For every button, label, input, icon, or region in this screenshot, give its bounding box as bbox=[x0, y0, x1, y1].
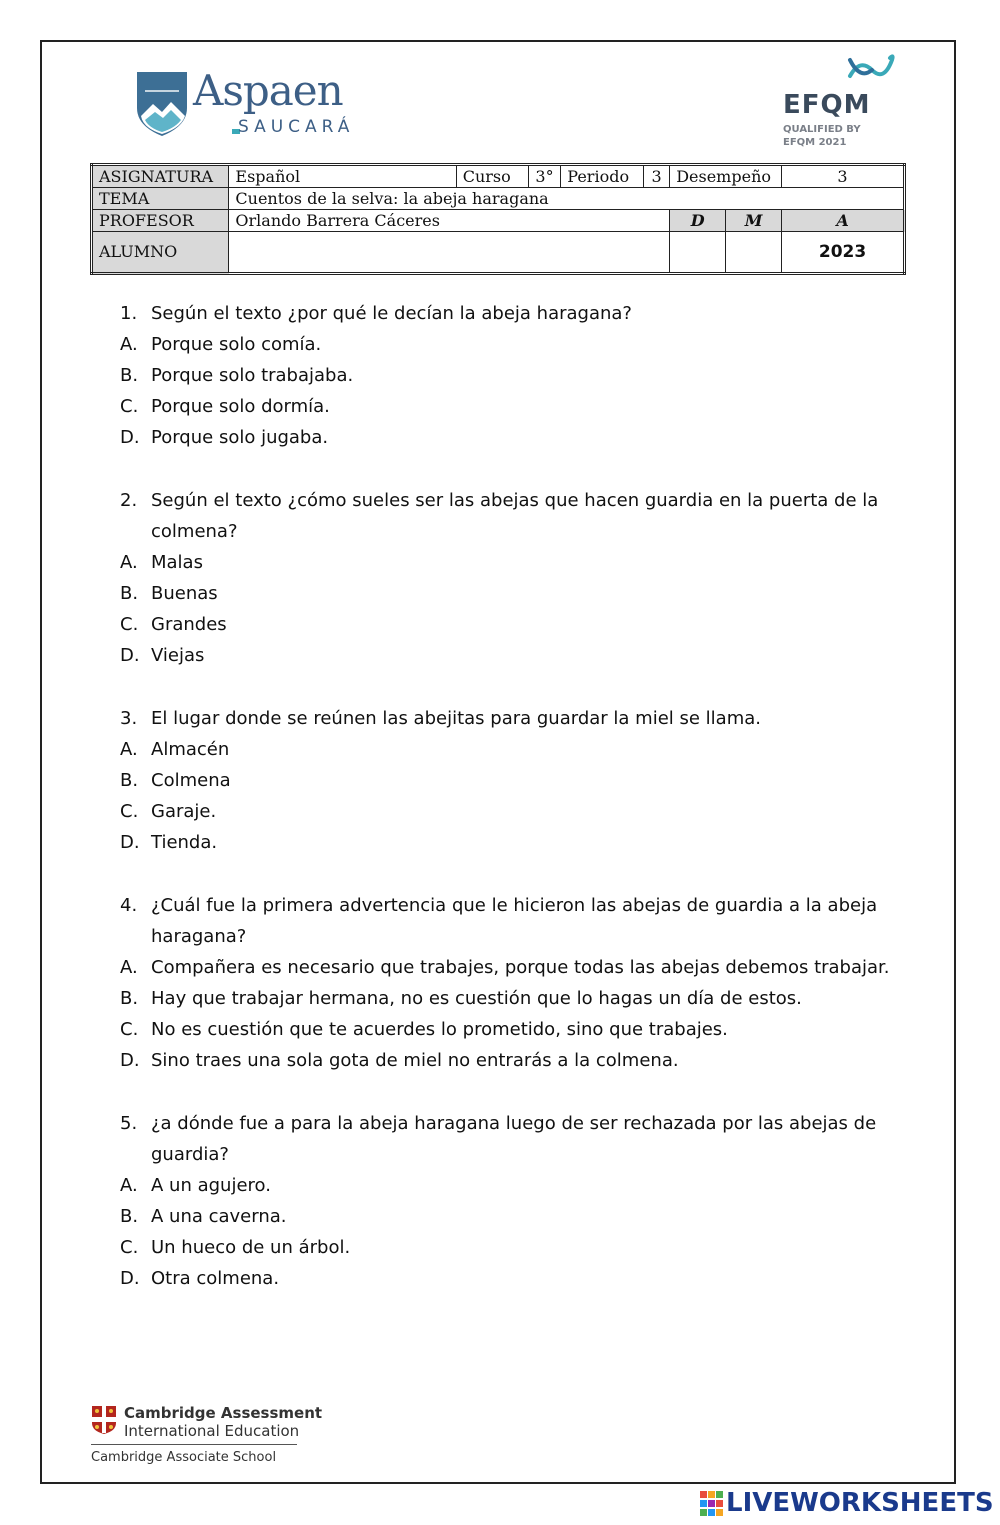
option-letter: D. bbox=[120, 645, 140, 666]
alumno-name-field[interactable] bbox=[229, 232, 670, 274]
option-text: Viejas bbox=[151, 645, 205, 666]
option-letter: A. bbox=[120, 1175, 138, 1196]
option-letter: B. bbox=[120, 770, 139, 791]
option[interactable] bbox=[120, 640, 910, 671]
option[interactable] bbox=[120, 391, 910, 422]
option-text: Almacén bbox=[151, 739, 230, 760]
option[interactable] bbox=[120, 983, 910, 1014]
curso-label: Curso bbox=[456, 165, 528, 188]
question-text: ¿Cuál fue la primera advertencia que le hicieron las abejas de guardia a la abeja haragana? bbox=[151, 895, 878, 947]
option[interactable] bbox=[120, 1045, 910, 1076]
option-letter: B. bbox=[120, 988, 139, 1009]
option[interactable] bbox=[120, 578, 910, 609]
option-letter: C. bbox=[120, 801, 139, 822]
option-letter: D. bbox=[120, 1050, 140, 1071]
question-number: 2. bbox=[120, 490, 138, 511]
alumno-label: ALUMNO bbox=[92, 232, 229, 274]
question-text: ¿a dónde fue a para la abeja haragana luego de ser rechazada por las abejas de guardia? bbox=[151, 1113, 877, 1165]
option-letter: D. bbox=[120, 1268, 140, 1289]
curso-value: 3° bbox=[528, 165, 561, 188]
tema-value: Cuentos de la selva: la abeja haragana bbox=[229, 188, 905, 210]
question-text: El lugar donde se reúnen las abejitas para guardar la miel se llama. bbox=[151, 708, 761, 729]
question-number: 4. bbox=[120, 895, 138, 916]
option-letter: A. bbox=[120, 957, 138, 978]
month-label: M bbox=[726, 210, 782, 232]
option-letter: A. bbox=[120, 552, 138, 573]
cambridge-name: Cambridge Assessment bbox=[124, 1404, 323, 1422]
option[interactable] bbox=[120, 1232, 910, 1263]
question-number: 5. bbox=[120, 1113, 138, 1134]
option-text: Sino traes una sola gota de miel no entrarás a la colmena. bbox=[151, 1050, 679, 1071]
year-value: 2023 bbox=[782, 232, 905, 274]
option-letter: B. bbox=[120, 583, 139, 604]
asignatura-value: Español bbox=[229, 165, 456, 188]
liveworksheets-watermark: LIVEWORKSHEETS bbox=[726, 1488, 994, 1518]
option-text: Compañera es necesario que trabajes, porque todas las abejas debemos trabajar. bbox=[151, 957, 890, 978]
option-letter: A. bbox=[120, 739, 138, 760]
efqm-qualified: QUALIFIED BY bbox=[783, 124, 861, 135]
option-text: Un hueco de un árbol. bbox=[151, 1237, 351, 1258]
question-1 bbox=[120, 298, 910, 453]
option-letter: C. bbox=[120, 396, 139, 417]
school-subtitle: SAUCARÁ bbox=[238, 117, 355, 137]
option[interactable] bbox=[120, 827, 910, 858]
option-text: A un agujero. bbox=[151, 1175, 271, 1196]
option-text: Otra colmena. bbox=[151, 1268, 280, 1289]
option-text: Porque solo trabajaba. bbox=[151, 365, 354, 386]
question-text: Según el texto ¿por qué le decían la abeja haragana? bbox=[151, 303, 632, 324]
profesor-label: PROFESOR bbox=[92, 210, 229, 232]
month-field[interactable] bbox=[726, 232, 782, 274]
option[interactable] bbox=[120, 1201, 910, 1232]
option[interactable] bbox=[120, 329, 910, 360]
option-text: Garaje. bbox=[151, 801, 217, 822]
efqm-loop-icon bbox=[846, 50, 898, 90]
option-letter: C. bbox=[120, 1237, 139, 1258]
efqm-name: EFQM bbox=[783, 90, 871, 120]
desempeno-value: 3 bbox=[782, 165, 905, 188]
liveworksheets-icon bbox=[700, 1491, 724, 1517]
option-text: Porque solo jugaba. bbox=[151, 427, 329, 448]
option-letter: B. bbox=[120, 365, 139, 386]
option-letter: B. bbox=[120, 1206, 139, 1227]
question-text: Según el texto ¿cómo sueles ser las abejas que hacen guardia en la puerta de la colmena? bbox=[151, 490, 879, 542]
question-3 bbox=[120, 703, 910, 858]
option[interactable] bbox=[120, 547, 910, 578]
option-letter: A. bbox=[120, 334, 138, 355]
option-text: Buenas bbox=[151, 583, 218, 604]
option-text: Porque solo dormía. bbox=[151, 396, 330, 417]
question-4 bbox=[120, 890, 910, 1076]
cambridge-associate: Cambridge Associate School bbox=[91, 1450, 277, 1465]
cambridge-subname: International Education bbox=[124, 1422, 300, 1440]
year-label: A bbox=[782, 210, 905, 232]
cambridge-divider bbox=[91, 1444, 297, 1445]
option[interactable] bbox=[120, 734, 910, 765]
option-text: Porque solo comía. bbox=[151, 334, 322, 355]
tema-label: TEMA bbox=[92, 188, 229, 210]
cambridge-crest-icon bbox=[91, 1405, 117, 1435]
option[interactable] bbox=[120, 952, 910, 983]
option[interactable] bbox=[120, 796, 910, 827]
option-letter: C. bbox=[120, 1019, 139, 1040]
option-text: Malas bbox=[151, 552, 203, 573]
efqm-year: EFQM 2021 bbox=[783, 137, 847, 148]
option-text: Tienda. bbox=[151, 832, 218, 853]
periodo-label: Periodo bbox=[561, 165, 644, 188]
option-text: A una caverna. bbox=[151, 1206, 287, 1227]
question-5 bbox=[120, 1108, 910, 1294]
option-text: Grandes bbox=[151, 614, 227, 635]
question-number: 1. bbox=[120, 303, 138, 324]
desempeno-label: Desempeño bbox=[670, 165, 782, 188]
asignatura-label: ASIGNATURA bbox=[92, 165, 229, 188]
option-letter: C. bbox=[120, 614, 139, 635]
option[interactable] bbox=[120, 765, 910, 796]
info-table bbox=[90, 163, 906, 275]
option[interactable] bbox=[120, 1014, 910, 1045]
profesor-value: Orlando Barrera Cáceres bbox=[229, 210, 670, 232]
option[interactable] bbox=[120, 360, 910, 391]
option-text: No es cuestión que te acuerdes lo prometido, sino que trabajes. bbox=[151, 1019, 728, 1040]
question-2 bbox=[120, 485, 910, 671]
option[interactable] bbox=[120, 1170, 910, 1201]
day-field[interactable] bbox=[670, 232, 726, 274]
option-text: Hay que trabajar hermana, no es cuestión que lo hagas un día de estos. bbox=[151, 988, 802, 1009]
periodo-value: 3 bbox=[644, 165, 670, 188]
school-name: Aspaen bbox=[193, 66, 343, 115]
option-letter: D. bbox=[120, 427, 140, 448]
option-letter: D. bbox=[120, 832, 140, 853]
question-number: 3. bbox=[120, 708, 138, 729]
option-text: Colmena bbox=[151, 770, 231, 791]
option[interactable] bbox=[120, 609, 910, 640]
option[interactable] bbox=[120, 422, 910, 453]
day-label: D bbox=[670, 210, 726, 232]
option[interactable] bbox=[120, 1263, 910, 1294]
quiz-list bbox=[120, 298, 910, 1326]
